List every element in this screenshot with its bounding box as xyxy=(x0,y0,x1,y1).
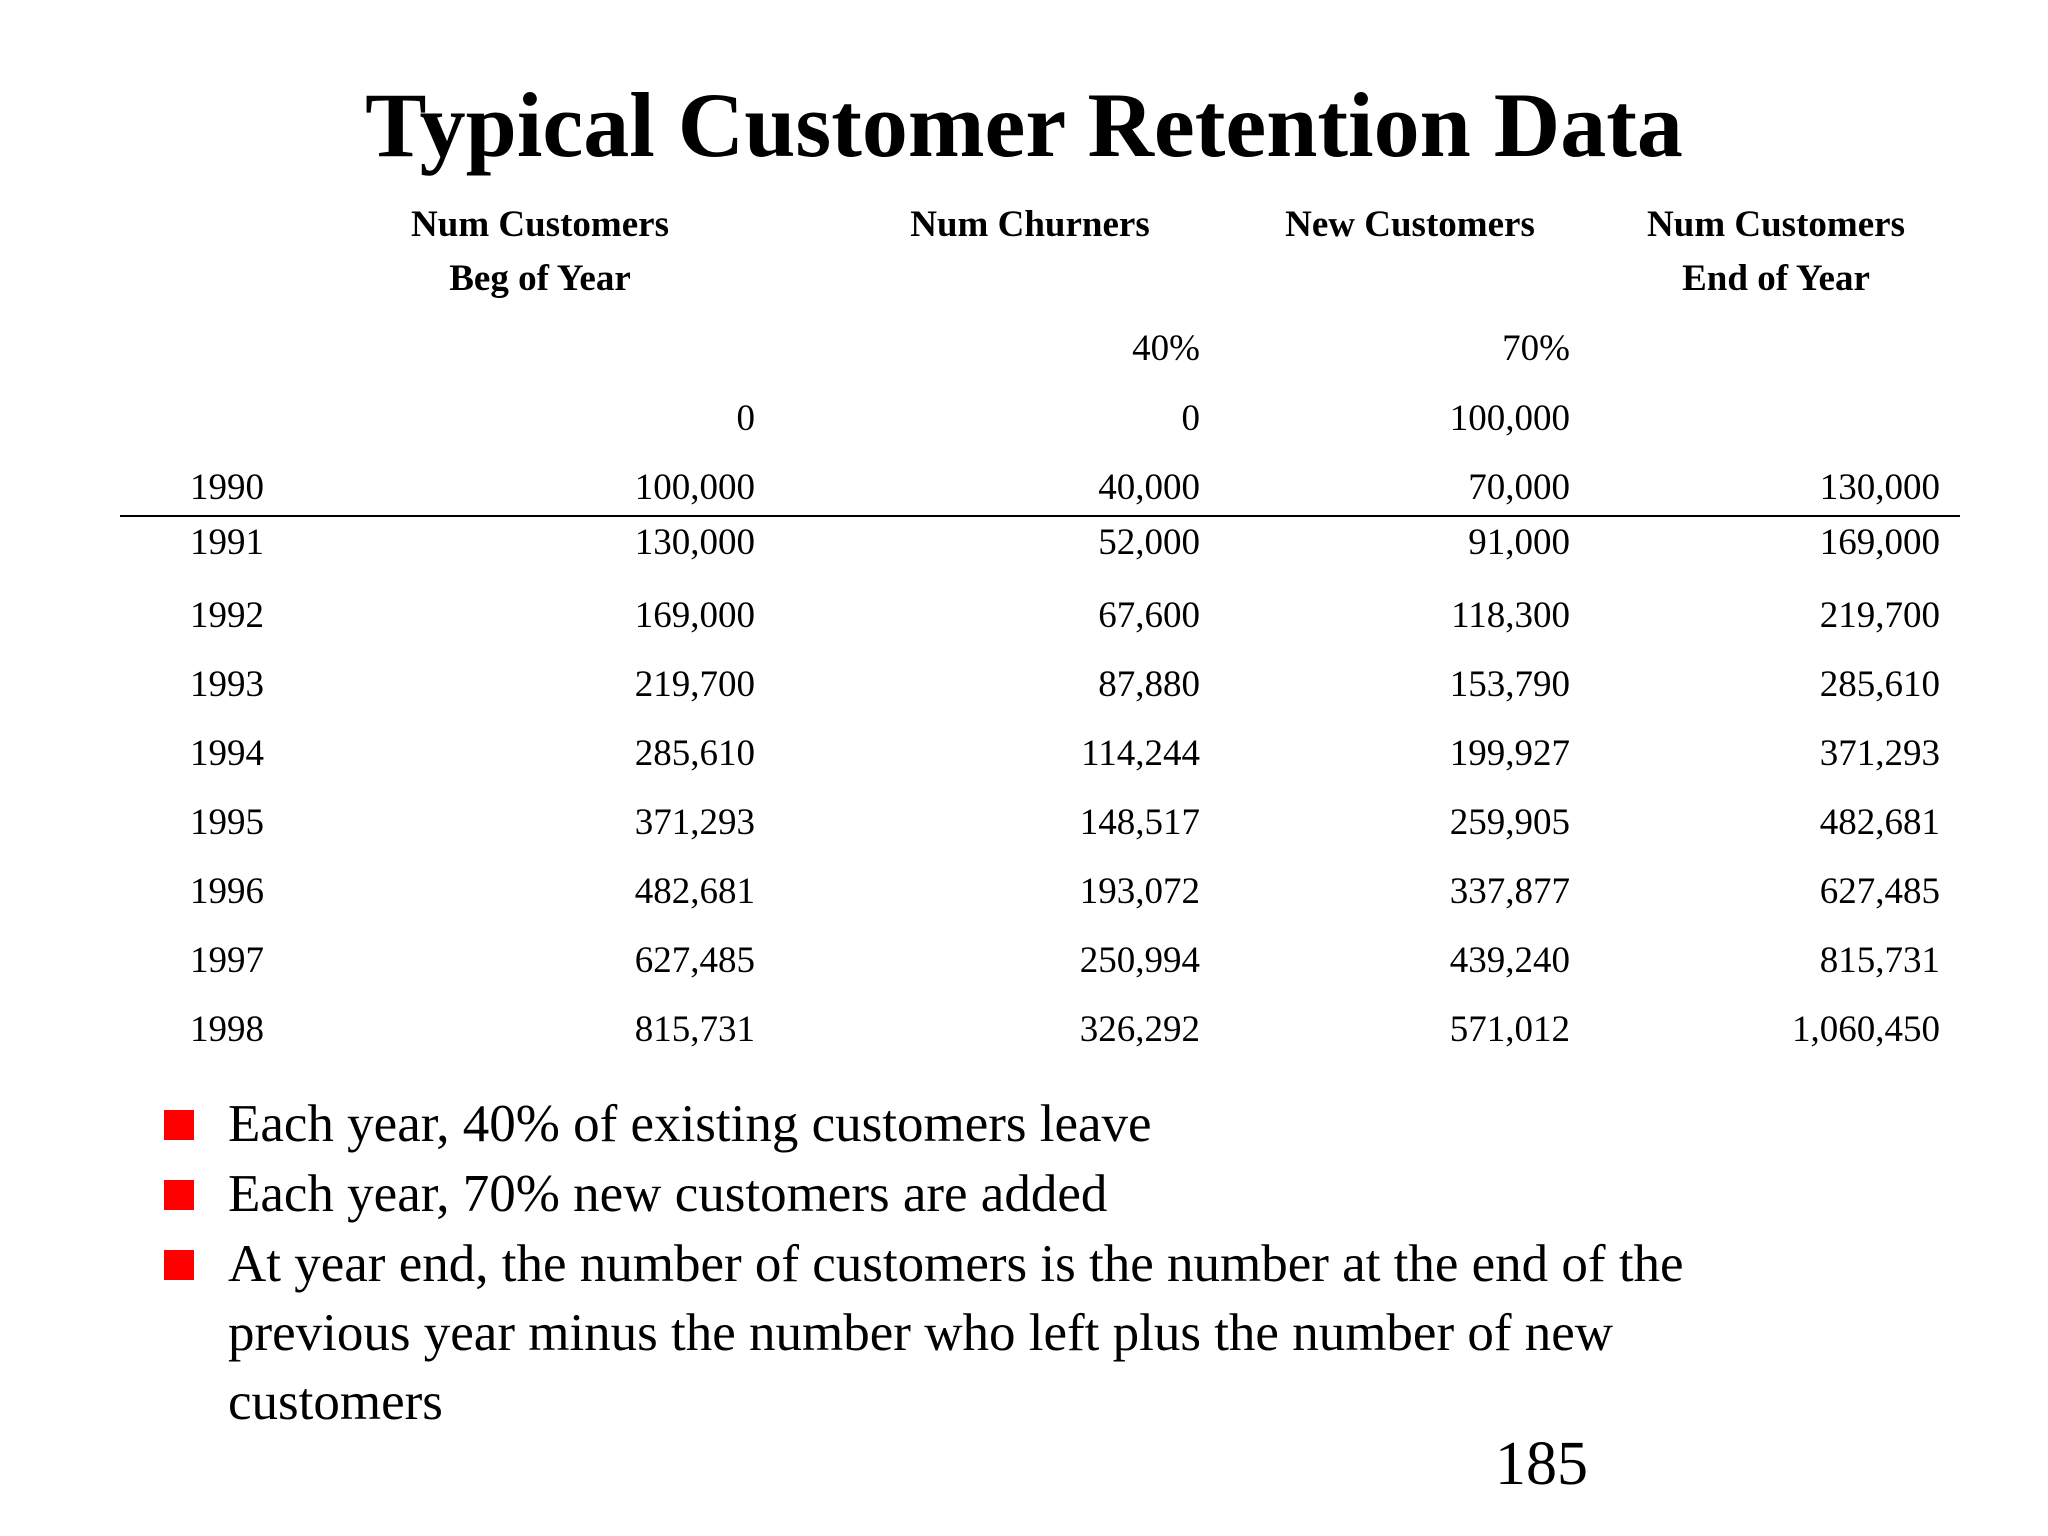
row-beg: 169,000 xyxy=(634,595,755,636)
row-new: 70,000 xyxy=(1468,467,1570,508)
bullet-item xyxy=(160,1160,1860,1229)
row-beg: 130,000 xyxy=(634,522,755,563)
row-end: 627,485 xyxy=(1819,871,1940,912)
header-new-customers xyxy=(1260,198,1560,252)
red-square-bullet-icon xyxy=(164,1180,194,1210)
initial-churners: 0 xyxy=(1181,398,1200,439)
row-year: 1996 xyxy=(190,871,264,912)
row-new: 118,300 xyxy=(1451,595,1570,636)
bullet-text: At year end, the number of customers is the number at the end of the previous year minus the number who left plus the number of new customers xyxy=(228,1235,1684,1431)
row-new: 91,000 xyxy=(1468,522,1570,563)
header-end-of-year-line1: Num Customers xyxy=(1647,204,1905,245)
bullet-item xyxy=(160,1230,1788,1437)
row-year: 1990 xyxy=(190,467,264,508)
table-divider xyxy=(120,515,1960,517)
row-beg: 100,000 xyxy=(634,467,755,508)
row-end: 482,681 xyxy=(1819,802,1940,843)
header-churners xyxy=(880,198,1180,252)
header-beg-of-year-line1: Num Customers xyxy=(411,204,669,245)
row-new: 259,905 xyxy=(1449,802,1570,843)
header-end-of-year xyxy=(1626,198,1926,306)
row-churners: 250,994 xyxy=(1079,940,1200,981)
row-beg: 371,293 xyxy=(634,802,755,843)
row-year: 1992 xyxy=(190,595,264,636)
row-year: 1997 xyxy=(190,940,264,981)
slide-title: Typical Customer Retention Data xyxy=(365,74,1683,176)
bullet-text: Each year, 70% new customers are added xyxy=(228,1165,1108,1223)
row-new: 571,012 xyxy=(1449,1009,1570,1050)
new-rate: 70% xyxy=(1502,328,1570,369)
row-end: 219,700 xyxy=(1819,595,1940,636)
initial-new: 100,000 xyxy=(1449,398,1570,439)
row-churners: 193,072 xyxy=(1079,871,1200,912)
row-beg: 815,731 xyxy=(634,1009,755,1050)
red-square-bullet-icon xyxy=(164,1110,194,1140)
row-year: 1991 xyxy=(190,522,264,563)
initial-beg: 0 xyxy=(736,398,755,439)
row-churners: 148,517 xyxy=(1079,802,1200,843)
header-churners-line1: Num Churners xyxy=(910,204,1150,245)
row-churners: 326,292 xyxy=(1079,1009,1200,1050)
red-square-bullet-icon xyxy=(164,1250,194,1280)
row-beg: 482,681 xyxy=(634,871,755,912)
row-year: 1998 xyxy=(190,1009,264,1050)
row-new: 153,790 xyxy=(1449,664,1570,705)
churn-rate: 40% xyxy=(1132,328,1200,369)
row-churners: 114,244 xyxy=(1081,733,1200,774)
row-end: 285,610 xyxy=(1819,664,1940,705)
row-end: 1,060,450 xyxy=(1792,1009,1940,1050)
row-churners: 67,600 xyxy=(1098,595,1200,636)
row-new: 199,927 xyxy=(1449,733,1570,774)
row-year: 1993 xyxy=(190,664,264,705)
header-new-customers-line1: New Customers xyxy=(1285,204,1535,245)
header-beg-of-year xyxy=(390,198,690,306)
page-number: 185 xyxy=(1495,1430,1588,1498)
row-beg: 627,485 xyxy=(634,940,755,981)
row-beg: 219,700 xyxy=(634,664,755,705)
row-end: 371,293 xyxy=(1819,733,1940,774)
row-new: 337,877 xyxy=(1449,871,1570,912)
row-end: 130,000 xyxy=(1819,467,1940,508)
row-end: 169,000 xyxy=(1819,522,1940,563)
row-year: 1994 xyxy=(190,733,264,774)
row-new: 439,240 xyxy=(1449,940,1570,981)
header-end-of-year-line2: End of Year xyxy=(1682,258,1870,299)
header-beg-of-year-line2: Beg of Year xyxy=(449,258,631,299)
row-year: 1995 xyxy=(190,802,264,843)
row-churners: 40,000 xyxy=(1098,467,1200,508)
row-end: 815,731 xyxy=(1819,940,1940,981)
bullet-text: Each year, 40% of existing customers leave xyxy=(228,1095,1152,1153)
row-churners: 52,000 xyxy=(1098,522,1200,563)
row-churners: 87,880 xyxy=(1098,664,1200,705)
row-beg: 285,610 xyxy=(634,733,755,774)
bullet-item xyxy=(160,1090,1860,1159)
bullet-list xyxy=(160,1090,1860,1438)
